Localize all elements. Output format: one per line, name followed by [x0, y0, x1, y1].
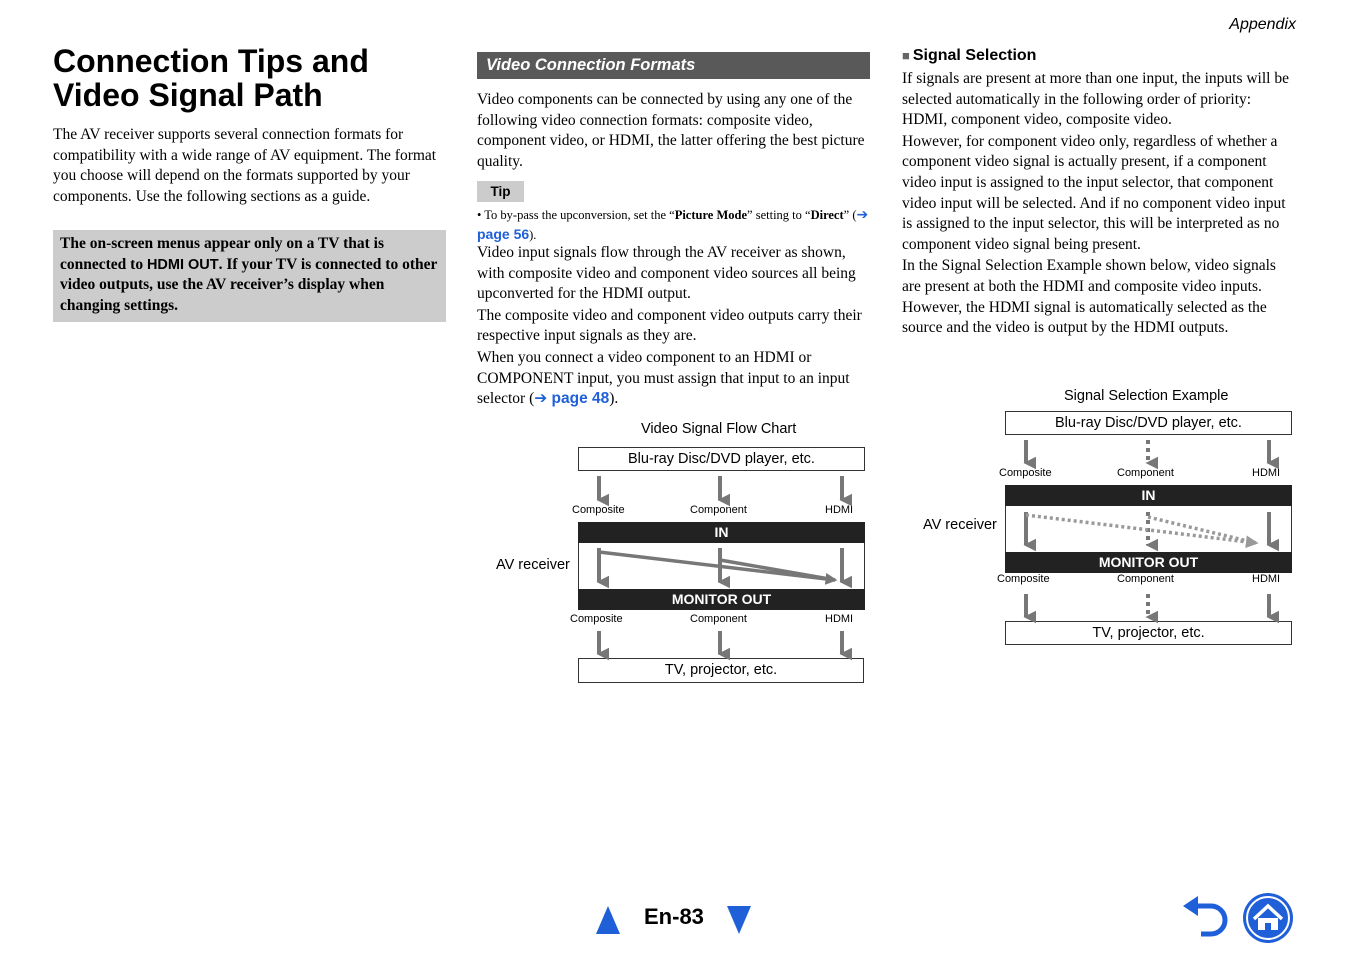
selection-example-input-composite: Composite — [999, 467, 1052, 479]
selection-example-monitor-out-bar: MONITOR OUT — [1005, 552, 1292, 573]
signal-selection-heading-text: Signal Selection — [912, 47, 1037, 64]
return-arrow-icon[interactable] — [1181, 896, 1229, 938]
video-formats-intro: Video components can be connected by using any one of the following video connection formats: composite video, component video, or HDMI, the latter offering the best picture quality. — [477, 91, 865, 170]
signal-paragraph-3: In the Signal Selection Example shown below, video signals are present at both the HDMI and composite video inputs. However, the HDMI signal is automatically selected as the source and the video is output by the HDMI outputs. — [902, 257, 1276, 337]
tip-text-2: ” setting to “ — [747, 208, 811, 222]
tip-bullet: • — [477, 208, 482, 222]
selection-example-title: Signal Selection Example — [1064, 388, 1229, 404]
signal-paragraph-2: However, for component video only, regardless of whether a component video signal is actually present, if a component video input is assigned to the input selector, that component video input will be selected. And if no component video input is assigned to the input selector, this will be interpreted as no component video signal being present. — [902, 132, 1286, 253]
flow-chart-title: Video Signal Flow Chart — [641, 421, 797, 437]
page-title: Connection Tips and Video Signal Path — [53, 43, 369, 113]
flow-paragraph-2: The composite video and component video outputs carry their respective input signals as they are. — [477, 306, 862, 345]
selection-example-output-hdmi: HDMI — [1252, 573, 1281, 585]
video-formats-heading: Video Connection Formats — [477, 52, 870, 79]
page-number: En-83 — [644, 904, 704, 929]
flow-chart-output-composite: Composite — [570, 613, 623, 625]
selection-example-source-box: Blu-ray Disc/DVD player, etc. — [1005, 411, 1292, 435]
flow-chart-input-composite: Composite — [572, 504, 625, 516]
section-label: Appendix — [1229, 16, 1296, 33]
flow-chart-input-component: Component — [690, 504, 747, 516]
flow-chart-source-box: Blu-ray Disc/DVD player, etc. — [578, 447, 865, 471]
triangle-down-icon[interactable] — [727, 906, 751, 934]
flow-chart-output-component: Component — [690, 613, 747, 625]
tip-text-1: To by-pass the upconversion, set the “ — [484, 208, 675, 222]
square-bullet-icon: ■ — [902, 48, 910, 63]
tip-text-3: ” ( — [843, 208, 857, 222]
input-selector-page-link[interactable]: ➔ page 48 — [534, 390, 610, 408]
flow-chart-monitor-out-bar: MONITOR OUT — [578, 589, 865, 610]
flow-paragraph-3-start: When you connect a video component to an HDMI or COMPONENT input, you must assign that input to an input selector ( — [477, 348, 850, 408]
signal-paragraph-1: If signals are present at more than one input, the inputs will be selected automatically in the following order of priority: HDMI, component video, composite video. — [902, 70, 1289, 129]
note-text-end: . If your TV is connected to other video outputs, use the AV receiver’s display when changing settings. — [60, 255, 438, 314]
home-icon[interactable] — [1242, 892, 1294, 944]
note-highlight: HDMI OUT — [146, 256, 219, 273]
note-text-start: The on-screen menus appear only on a TV that is connected to — [60, 235, 384, 273]
flow-chart-input-hdmi: HDMI — [825, 504, 854, 516]
tip-text-4: ). — [529, 228, 537, 242]
flow-chart-sink-box: TV, projector, etc. — [578, 658, 864, 683]
flow-chart-receiver-label: AV receiver — [496, 557, 570, 573]
selection-example-output-composite: Composite — [997, 573, 1050, 585]
tip-value: Direct — [810, 208, 844, 222]
flow-chart-output-hdmi: HDMI — [825, 613, 854, 625]
flow-paragraph-3-end: ). — [609, 390, 619, 408]
selection-example-input-hdmi: HDMI — [1252, 467, 1281, 479]
flow-chart-in-bar: IN — [578, 522, 865, 543]
tip-setting: Picture Mode — [674, 208, 748, 222]
intro-paragraph: The AV receiver supports several connection formats for compatibility with a wide range of AV equipment. The format you choose will depend on the formats supported by your components. Use the following sections as a guide. — [53, 126, 437, 205]
tip-page-link[interactable]: ➔ page 56 — [477, 206, 869, 242]
flow-paragraph-1: Video input signals flow through the AV receiver as shown, with composite video and component video sources all being upconverted for the HDMI output. — [477, 244, 856, 303]
selection-example-sink-box: TV, projector, etc. — [1005, 621, 1292, 645]
selection-example-in-bar: IN — [1005, 485, 1292, 506]
triangle-up-icon[interactable] — [596, 906, 620, 934]
tip-label: Tip — [477, 181, 524, 202]
selection-example-receiver-label: AV receiver — [923, 517, 997, 533]
selection-example-output-component: Component — [1117, 573, 1174, 585]
selection-example-input-component: Component — [1117, 467, 1174, 479]
